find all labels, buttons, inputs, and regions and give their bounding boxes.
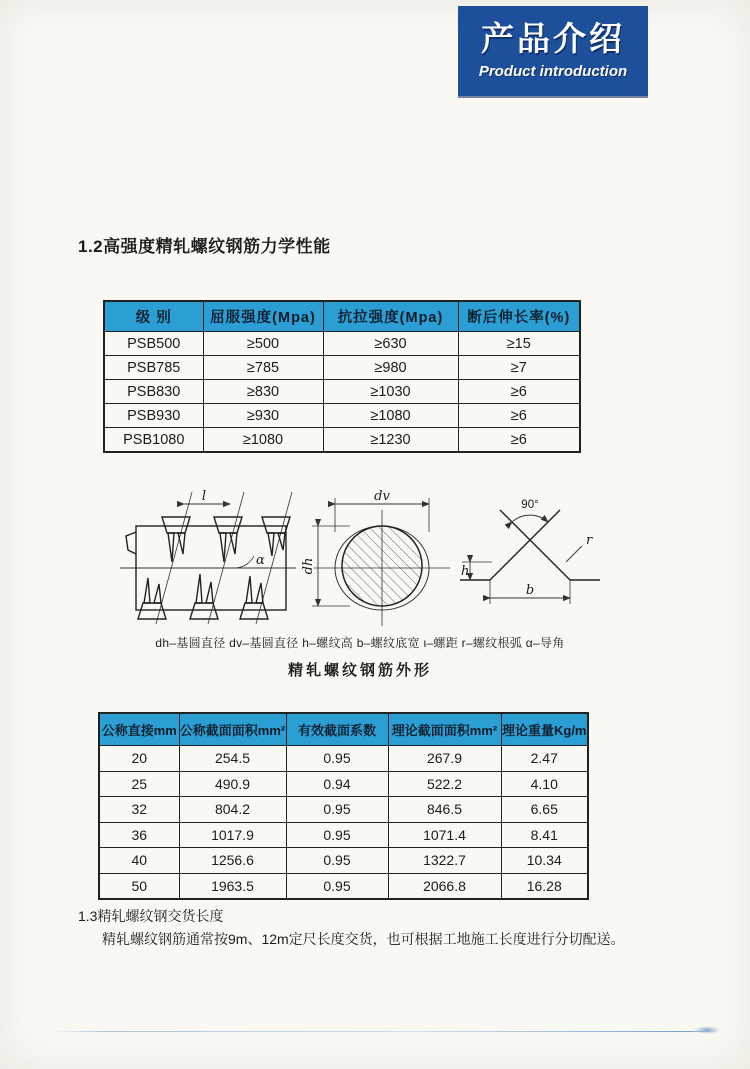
table-cell: PSB930	[104, 404, 203, 428]
column-header: 公称直接mm	[99, 713, 179, 746]
table-cell: PSB830	[104, 380, 203, 404]
column-header: 有效截面系数	[286, 713, 388, 746]
table-cell: 20	[99, 746, 179, 772]
table-cell: 10.34	[501, 848, 588, 874]
section-1-2-heading: 1.2高强度精轧螺纹钢筋力学性能	[78, 237, 331, 256]
column-header: 理论重量Kg/m	[501, 713, 588, 746]
table-cell: PSB1080	[104, 428, 203, 453]
r-label: r	[586, 533, 593, 548]
table-cell: 40	[99, 848, 179, 874]
table-cell: ≥630	[323, 332, 458, 356]
table-cell: ≥15	[458, 332, 580, 356]
table-cell: 2.47	[501, 746, 588, 772]
table-cell: 804.2	[179, 797, 286, 823]
table-cell: 490.9	[179, 771, 286, 797]
table-cell: 0.95	[286, 848, 388, 874]
table-cell: ≥980	[323, 356, 458, 380]
product-introduction-banner	[458, 6, 648, 96]
table-cell: 2066.8	[388, 873, 501, 899]
column-header: 公称截面面积mm²	[179, 713, 286, 746]
table-cell: ≥6	[458, 380, 580, 404]
column-header: 理论截面面积mm²	[388, 713, 501, 746]
table-cell: 25	[99, 771, 179, 797]
table-cell: 1256.6	[179, 848, 286, 874]
table-row	[99, 746, 588, 772]
cross-section-drawing	[300, 488, 452, 626]
table-cell: ≥830	[203, 380, 323, 404]
table-cell: 1017.9	[179, 822, 286, 848]
column-header: 抗拉强度(Mpa)	[323, 301, 458, 332]
table-cell: 0.94	[286, 771, 388, 797]
table-cell: 6.65	[501, 797, 588, 823]
banner-subtitle: Product introduction	[478, 63, 628, 80]
table-cell: ≥930	[203, 404, 323, 428]
table-cell: ≥1230	[323, 428, 458, 453]
table-row	[99, 873, 588, 899]
rebar-profile-drawing	[118, 488, 298, 626]
table-header-row	[99, 713, 588, 746]
thread-form-drawing	[460, 488, 600, 618]
table-cell: PSB500	[104, 332, 203, 356]
dimensions-table	[98, 712, 589, 900]
b-label: b	[525, 583, 535, 598]
diagram-title: 精轧螺纹钢筋外形	[287, 662, 432, 679]
table-cell: 8.41	[501, 822, 588, 848]
dv-label: dv	[374, 489, 390, 504]
table-cell: ≥785	[203, 356, 323, 380]
alpha-label: α	[256, 553, 265, 568]
section-1-3-body: 精轧螺纹钢筋通常按9m、12m定尺长度交货，也可根据工地施工长度进行分切配送。	[102, 931, 625, 947]
table-cell: 0.95	[286, 797, 388, 823]
table-row	[99, 848, 588, 874]
table-header-row	[104, 301, 580, 332]
angle-90-label: 90°	[521, 499, 539, 511]
table-cell: 846.5	[388, 797, 501, 823]
table-cell: ≥1030	[323, 380, 458, 404]
pitch-label: l	[201, 489, 207, 504]
table-cell: 50	[99, 873, 179, 899]
table-cell: 522.2	[388, 771, 501, 797]
table-row	[104, 332, 580, 356]
table-cell: ≥1080	[323, 404, 458, 428]
dh-label: dh	[301, 557, 316, 575]
h-label: h	[461, 564, 470, 579]
table-cell: 1071.4	[388, 822, 501, 848]
column-header: 屈服强度(Mpa)	[203, 301, 323, 332]
table-cell: PSB785	[104, 356, 203, 380]
table-cell: 254.5	[179, 746, 286, 772]
column-header: 断后伸长率(%)	[458, 301, 580, 332]
table-row	[99, 771, 588, 797]
table-row	[104, 356, 580, 380]
table-cell: ≥6	[458, 404, 580, 428]
diagram-legend-caption: dh–基圆直径 dv–基圆直径 h–螺纹高 b–螺纹底宽 ι–螺距 r–螺纹根弧 α–导角	[155, 636, 565, 650]
table-cell: 4.10	[501, 771, 588, 797]
table-row	[99, 822, 588, 848]
table-row	[104, 428, 580, 453]
section-1-3-heading: 1.3精轧螺纹钢交货长度	[78, 908, 224, 924]
table-cell: 32	[99, 797, 179, 823]
table-cell: 0.95	[286, 822, 388, 848]
table-cell: ≥1080	[203, 428, 323, 453]
table-row	[99, 797, 588, 823]
table-cell: 36	[99, 822, 179, 848]
table-row	[104, 404, 580, 428]
table-cell: ≥6	[458, 428, 580, 453]
scan-artifact-line	[52, 1031, 717, 1032]
table-cell: 0.95	[286, 873, 388, 899]
table-cell: ≥7	[458, 356, 580, 380]
column-header: 级 别	[104, 301, 203, 332]
table-cell: 1963.5	[179, 873, 286, 899]
table-cell: 1322.7	[388, 848, 501, 874]
table-cell: ≥500	[203, 332, 323, 356]
rebar-shape-diagrams	[118, 488, 618, 628]
mechanical-properties-table	[103, 300, 581, 453]
table-cell: 0.95	[286, 746, 388, 772]
table-cell: 267.9	[388, 746, 501, 772]
banner-title: 产品介绍	[481, 20, 625, 57]
scan-artifact-blob	[694, 1026, 720, 1034]
table-cell: 16.28	[501, 873, 588, 899]
table-row	[104, 380, 580, 404]
